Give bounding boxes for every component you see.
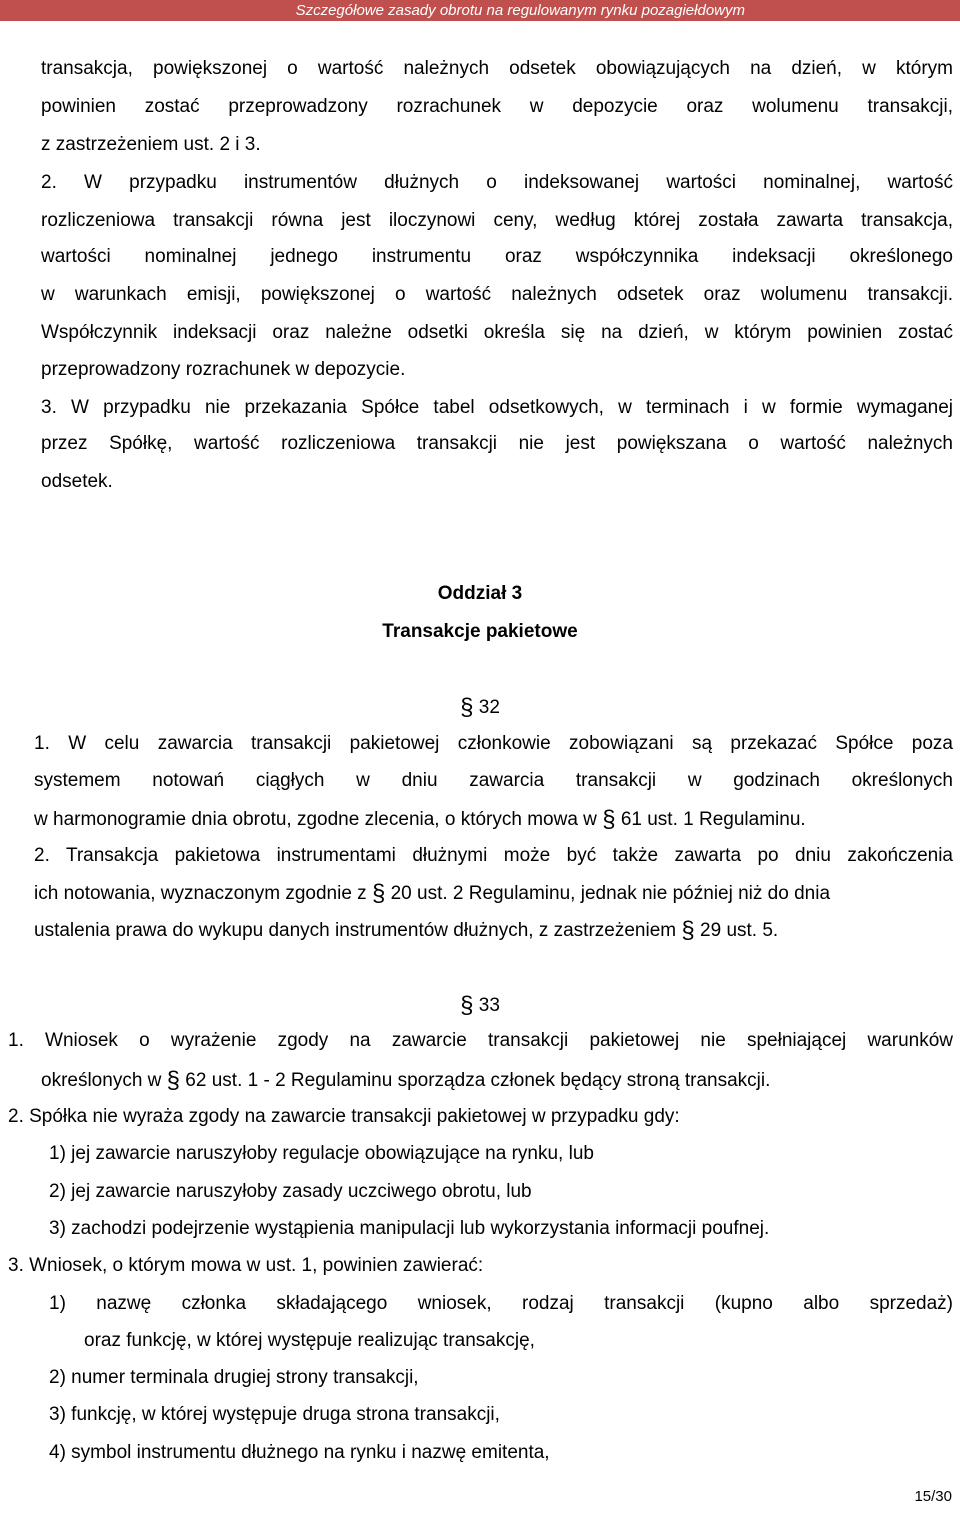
section-sign: § [602, 806, 616, 833]
section-sign: § [371, 880, 386, 907]
paragraph-line: ich notowania, wyznaczonym zgodnie z § 20 ust. 2 Regulaminu, jednak nie później niż do dnia [34, 880, 831, 907]
paragraph-line: przez Spółkę, wartość rozliczeniowa transakcji nie jest powiększana o wartość należnych [41, 433, 953, 454]
paragraph-line: z zastrzeżeniem ust. 2 i 3. [41, 134, 261, 155]
list-item: 2) jej zawarcie naruszyłoby zasady uczciwego obrotu, lub [49, 1181, 532, 1202]
paragraph-line: 2. Spółka nie wyraża zgody na zawarcie transakcji pakietowej w przypadku gdy: [8, 1106, 680, 1127]
paragraph-line: rozliczeniowa transakcji równa jest iloczynowi ceny, według której została zawarta transakcja, [41, 210, 953, 231]
paragraph-line: 3. W przypadku nie przekazania Spółce tabel odsetkowych, w terminach i w formie wymaganej [41, 397, 953, 418]
paragraph-line: przeprowadzony rozrachunek w depozycie. [41, 359, 406, 380]
paragraph-line: 1. Wniosek o wyrażenie zgody na zawarcie transakcji pakietowej nie spełniającej warunków [8, 1030, 953, 1051]
paragraph-line: 2. Transakcja pakietowa instrumentami dłużnymi może być także zawarta po dniu zakończenia [34, 845, 953, 866]
section-sign: § [460, 992, 474, 1019]
section-sign: § [460, 694, 474, 721]
paragraph-line: odsetek. [41, 471, 113, 492]
section-sign: § [681, 917, 695, 944]
list-item: 2) numer terminala drugiej strony transakcji, [49, 1367, 419, 1388]
paragraph-line: 3. Wniosek, o którym mowa w ust. 1, powinien zawierać: [8, 1255, 484, 1276]
list-item: 3) funkcję, w której występuje druga strona transakcji, [49, 1404, 500, 1425]
paragraph-line: wartości nominalnej jednego instrumentu oraz współczynnika indeksacji określonego [41, 246, 953, 267]
paragraph-line: powinien zostać przeprowadzony rozrachunek w depozycie oraz wolumenu transakcji, [41, 96, 953, 117]
division-title: Oddział 3 [437, 583, 523, 604]
list-item: 3) zachodzi podejrzenie wystąpienia manipulacji lub wykorzystania informacji poufnej. [49, 1218, 770, 1239]
paragraph-line: określonych w § 62 ust. 1 - 2 Regulaminu sporządza członek będący stroną transakcji. [41, 1067, 771, 1094]
section-sign: § [166, 1067, 181, 1094]
paragraph-line: 2. W przypadku instrumentów dłużnych o indeksowanej wartości nominalnej, wartość [41, 172, 953, 193]
list-item: 1) jej zawarcie naruszyłoby regulacje obowiązujące na rynku, lub [49, 1143, 594, 1164]
paragraph-line: w harmonogramie dnia obrotu, zgodne zlecenia, o których mowa w § 61 ust. 1 Regulaminu. [34, 806, 806, 833]
section-number: 32 [478, 697, 500, 718]
section-number: 33 [478, 995, 500, 1016]
paragraph-line: systemem notowań ciągłych w dniu zawarcia transakcji w godzinach określonych [34, 770, 953, 791]
list-item: 1) nazwę członka składającego wniosek, rodzaj transakcji (kupno albo sprzedaż) [49, 1293, 953, 1314]
list-item: 4) symbol instrumentu dłużnego na rynku i nazwę emitenta, [49, 1442, 550, 1463]
paragraph-line: 1. W celu zawarcia transakcji pakietowej członkowie zobowiązani są przekazać Spółce poza [34, 733, 953, 754]
paragraph-line: transakcja, powiększonej o wartość należnych odsetek obowiązujących na dzień, w którym [41, 58, 953, 79]
page-number: 15/30 [914, 1488, 952, 1505]
paragraph-line: w warunkach emisji, powiększonej o wartość należnych odsetek oraz wolumenu transakcji. [41, 284, 953, 305]
list-item-continuation: oraz funkcję, w której występuje realizując transakcję, [84, 1330, 535, 1351]
paragraph-line: Współczynnik indeksacji oraz należne odsetki określa się na dzień, w którym powinien zostać [41, 322, 953, 343]
section-heading [0, 694, 960, 720]
paragraph-line: ustalenia prawa do wykupu danych instrumentów dłużnych, z zastrzeżeniem § 29 ust. 5. [34, 917, 779, 944]
division-subtitle: Transakcje pakietowe [382, 621, 578, 642]
section-heading [0, 992, 960, 1018]
page-header: Szczegółowe zasady obrotu na regulowanym rynku pozagiełdowym [0, 0, 960, 21]
